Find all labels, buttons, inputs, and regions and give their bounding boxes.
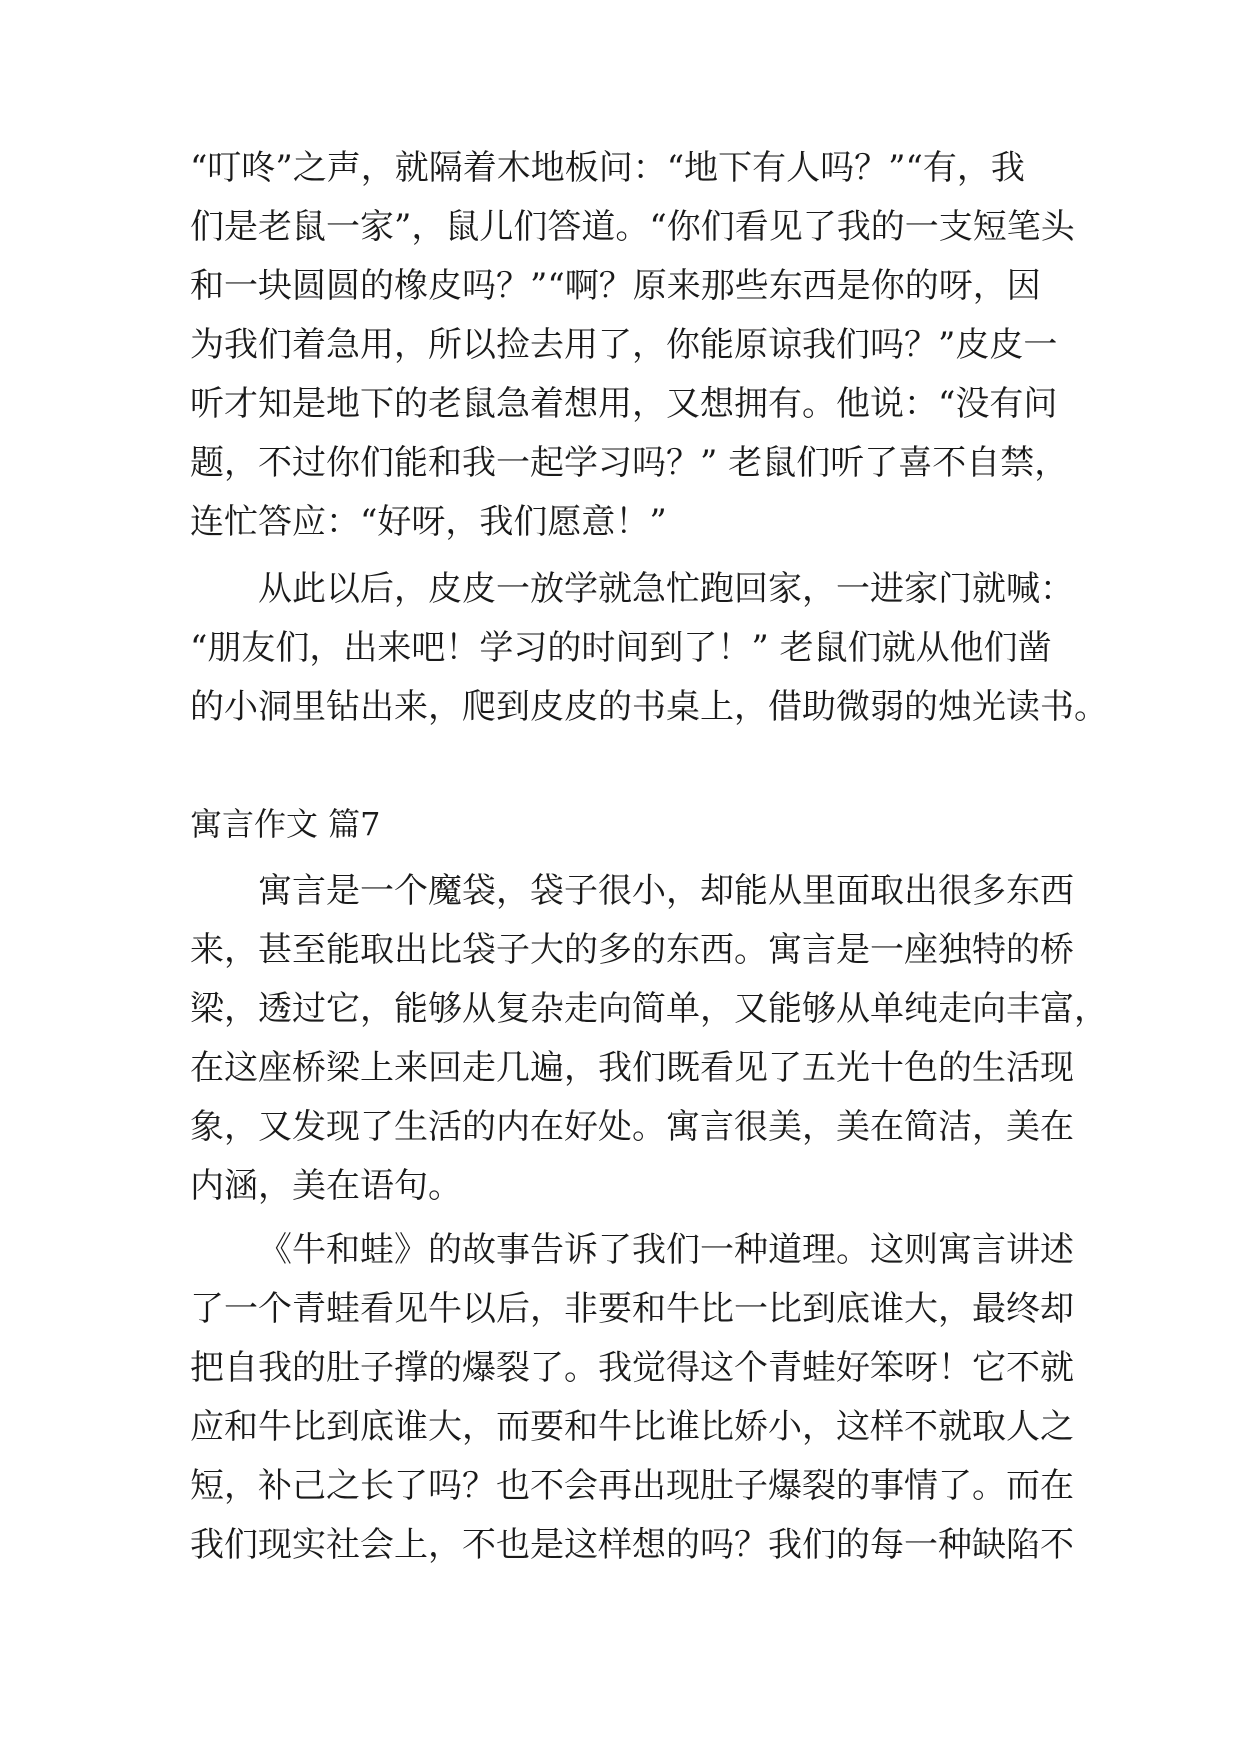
text-line: 和一块圆圆的橡皮吗？”“啊？原来那些东西是你的呀，因	[190, 266, 1041, 306]
text-line: 我们现实社会上，不也是这样想的吗？我们的每一种缺陷不	[190, 1525, 1074, 1565]
text-line: 应和牛比到底谁大，而要和牛比谁比娇小，这样不就取人之	[190, 1407, 1074, 1447]
text-line: 短，补己之长了吗？也不会再出现肚子爆裂的事情了。而在	[190, 1466, 1074, 1506]
text-line: 们是老鼠一家”，鼠儿们答道。“你们看见了我的一支短笔头	[190, 207, 1075, 247]
section-heading: 寓言作文 篇7	[190, 805, 381, 843]
text-line: 寓言是一个魔袋，袋子很小，却能从里面取出很多东西	[258, 871, 1074, 911]
text-line: “叮咚”之声，就隔着木地板问：“地下有人吗？”“有，我	[190, 148, 1025, 188]
text-line: 内涵，美在语句。	[190, 1166, 462, 1206]
text-line: 《牛和蛙》的故事告诉了我们一种道理。这则寓言讲述	[258, 1230, 1074, 1270]
text-line: 听才知是地下的老鼠急着想用，又想拥有。他说：“没有问	[190, 384, 1058, 424]
text-line: 从此以后，皮皮一放学就急忙跑回家，一进家门就喊：	[258, 569, 1074, 609]
text-line: 梁，透过它，能够从复杂走向简单，又能够从单纯走向丰富，	[190, 989, 1108, 1029]
text-line: 连忙答应：“好呀，我们愿意！”	[190, 502, 667, 542]
text-line: 把自我的肚子撑的爆裂了。我觉得这个青蛙好笨呀！它不就	[190, 1348, 1074, 1388]
text-line: “朋友们，出来吧！学习的时间到了！” 老鼠们就从他们凿	[190, 628, 1052, 668]
text-line: 为我们着急用，所以捡去用了，你能原谅我们吗？”皮皮一	[190, 325, 1058, 365]
text-line: 来，甚至能取出比袋子大的多的东西。寓言是一座独特的桥	[190, 930, 1074, 970]
text-line: 象，又发现了生活的内在好处。寓言很美，美在简洁，美在	[190, 1107, 1074, 1147]
text-line: 了一个青蛙看见牛以后，非要和牛比一比到底谁大，最终却	[190, 1289, 1074, 1329]
text-line: 题，不过你们能和我一起学习吗？” 老鼠们听了喜不自禁，	[190, 443, 1069, 483]
text-line: 的小洞里钻出来，爬到皮皮的书桌上，借助微弱的烛光读书。	[190, 687, 1108, 727]
text-line: 在这座桥梁上来回走几遍，我们既看见了五光十色的生活现	[190, 1048, 1074, 1088]
